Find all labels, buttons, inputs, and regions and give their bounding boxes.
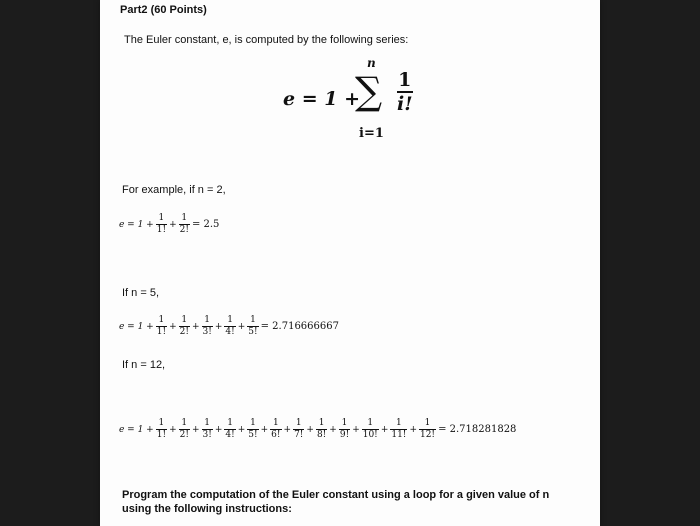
- fraction-numerator: 1: [272, 418, 279, 428]
- fraction-term: [390, 419, 407, 440]
- fraction-term: [419, 419, 436, 440]
- fraction-denominator: 8!: [316, 430, 327, 440]
- fraction-term: [179, 214, 190, 235]
- fraction-numerator: 1: [181, 213, 188, 223]
- instruction-text: Program the computation of the Euler constant using a loop for a given value of: [122, 489, 543, 501]
- fraction-denominator: 2!: [179, 430, 189, 440]
- formula-upper-limit: n: [367, 56, 376, 70]
- example-n2-equation: [118, 214, 220, 235]
- fraction-denominator: 3!: [202, 327, 212, 337]
- fraction-term: [362, 419, 379, 440]
- fraction-term: [202, 419, 213, 440]
- fraction-term: [179, 419, 190, 440]
- fraction-term: [247, 419, 258, 440]
- formula-lower-limit: i=1: [359, 126, 384, 141]
- plus-sign: +: [191, 424, 200, 435]
- fraction-term: [224, 419, 235, 440]
- fraction-term: [179, 316, 190, 337]
- fraction-term: [202, 316, 213, 337]
- fraction-denominator: 5!: [248, 327, 258, 337]
- fraction-numerator: 1: [250, 315, 256, 325]
- fraction-numerator: 1: [227, 418, 233, 428]
- plus-sign: +: [169, 219, 177, 230]
- formula-numerator: 1: [398, 69, 412, 91]
- equation-result: = 2.716666667: [260, 321, 339, 332]
- fraction-numerator: 1: [295, 418, 302, 428]
- example-n5-equation: [118, 316, 340, 337]
- plus-sign: +: [214, 321, 223, 332]
- fraction-numerator: 1: [424, 418, 431, 428]
- fraction-term: [339, 419, 350, 440]
- fraction-denominator: 3!: [202, 430, 212, 440]
- fraction-term: [316, 419, 327, 440]
- fraction-denominator: 1!: [156, 327, 167, 337]
- fraction-denominator: 7!: [294, 430, 304, 440]
- fraction-denominator: 2!: [179, 327, 189, 337]
- fraction-denominator: 2!: [179, 225, 189, 235]
- fraction-numerator: 1: [181, 418, 188, 428]
- n12-label: If n = 12,: [122, 359, 166, 371]
- example-n12-equation: [118, 419, 517, 440]
- plus-sign: +: [214, 424, 223, 435]
- fraction-numerator: 1: [158, 418, 165, 428]
- plus-sign: +: [352, 424, 360, 435]
- fraction-term: [156, 316, 167, 337]
- fraction-term: [156, 214, 167, 235]
- fraction-numerator: 1: [341, 418, 348, 428]
- fraction-numerator: 1: [181, 315, 188, 325]
- section-heading: Part2 (60 Points): [120, 4, 207, 16]
- plus-sign: +: [237, 321, 246, 332]
- intro-text: The Euler constant, e, is computed by the following series:: [124, 34, 409, 46]
- equation-prefix: e = 1 +: [119, 321, 154, 332]
- fraction-numerator: 1: [158, 213, 165, 223]
- fraction-numerator: 1: [367, 418, 374, 428]
- fraction-denominator: 10!: [362, 430, 378, 440]
- instruction-variable-n: n: [542, 489, 550, 501]
- instruction-line-2: using the following instructions:: [122, 503, 292, 515]
- fraction-denominator: 5!: [248, 430, 258, 440]
- plus-sign: +: [283, 424, 292, 435]
- example-label: For example, if n = 2,: [122, 184, 226, 196]
- fraction-numerator: 1: [250, 418, 256, 428]
- fraction-denominator: 6!: [271, 430, 281, 440]
- formula-fraction: [397, 71, 413, 115]
- fraction-denominator: 11!: [391, 430, 407, 440]
- instruction-line-1: [122, 489, 549, 501]
- fraction-numerator: 1: [227, 315, 233, 325]
- equation-result: = 2.718281828: [438, 424, 517, 435]
- fraction-denominator: 1!: [156, 225, 167, 235]
- fraction-term: [156, 419, 167, 440]
- fraction-term: [224, 316, 235, 337]
- plus-sign: +: [380, 424, 389, 435]
- fraction-denominator: 12!: [419, 430, 436, 440]
- euler-series-formula: [283, 56, 443, 146]
- fraction-numerator: 1: [204, 418, 211, 428]
- plus-sign: +: [169, 321, 177, 332]
- fraction-term: [293, 419, 304, 440]
- fraction-numerator: 1: [318, 418, 325, 428]
- fraction-term: [247, 316, 258, 337]
- plus-sign: +: [260, 424, 269, 435]
- plus-sign: +: [191, 321, 200, 332]
- fraction-numerator: 1: [396, 418, 402, 428]
- plus-sign: +: [237, 424, 246, 435]
- plus-sign: +: [409, 424, 417, 435]
- equation-result: = 2.5: [191, 219, 220, 230]
- fraction-denominator: 1!: [156, 430, 167, 440]
- n5-label: If n = 5,: [122, 287, 159, 299]
- fraction-numerator: 1: [158, 315, 165, 325]
- plus-sign: +: [169, 424, 177, 435]
- fraction-numerator: 1: [204, 315, 211, 325]
- formula-denominator: i!: [397, 92, 413, 115]
- plus-sign: +: [306, 424, 314, 435]
- sigma-symbol: ∑: [355, 69, 383, 113]
- fraction-term: [270, 419, 281, 440]
- equation-prefix: e = 1 +: [119, 219, 154, 230]
- fraction-denominator: 4!: [225, 430, 235, 440]
- fraction-denominator: 9!: [339, 430, 350, 440]
- plus-sign: +: [329, 424, 337, 435]
- equation-prefix: e = 1 +: [119, 424, 154, 435]
- formula-lhs: e = 1 +: [283, 88, 360, 110]
- fraction-denominator: 4!: [225, 327, 235, 337]
